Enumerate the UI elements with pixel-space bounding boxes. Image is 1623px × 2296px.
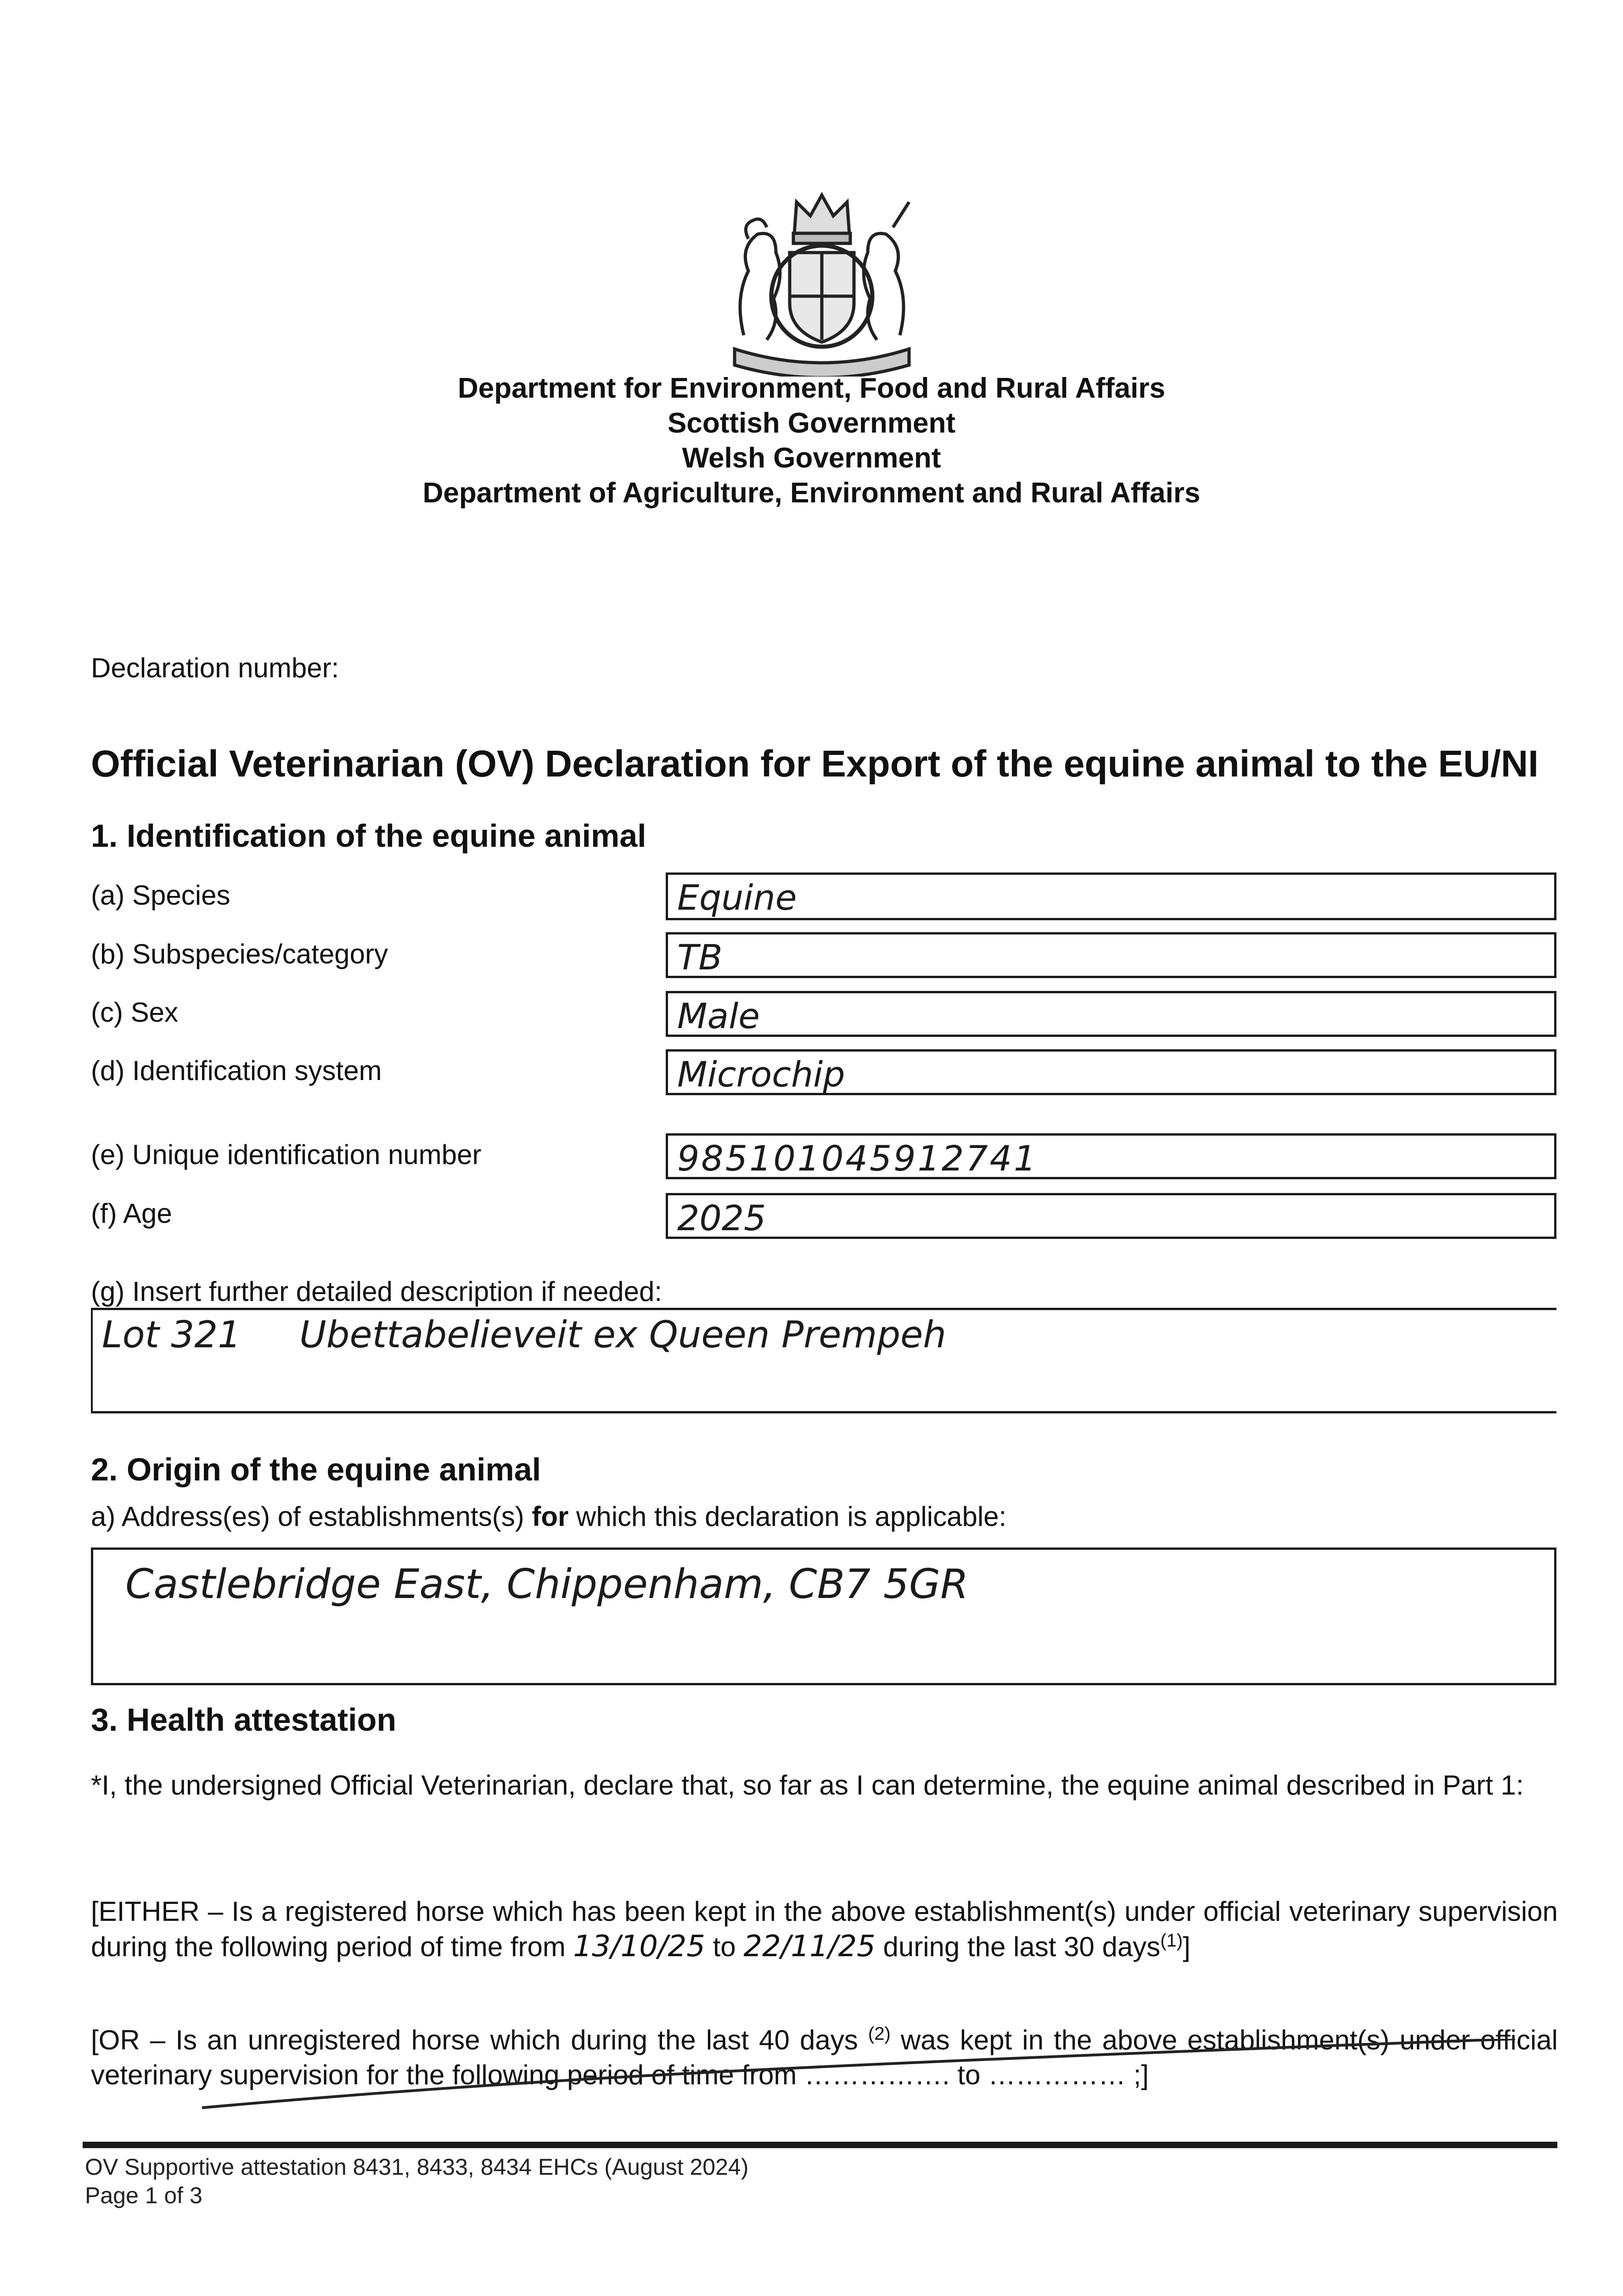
unique-id-field[interactable]: 985101045912741	[666, 1133, 1556, 1179]
department-line-1: Department for Environment, Food and Rural Affairs	[458, 372, 1165, 404]
section-2-heading: 2. Origin of the equine animal	[91, 1452, 541, 1487]
department-line-2: Scottish Government	[668, 407, 955, 439]
or-footnote-ref: (2)	[868, 2024, 891, 2044]
age-label: (f) Age	[91, 1198, 172, 1229]
further-description-box[interactable]	[91, 1308, 1556, 1413]
section-1-heading: 1. Identification of the equine animal	[91, 818, 646, 854]
either-clause	[91, 1894, 1558, 1964]
health-attestation-intro: *I, the undersigned Official Veterinarian, declare that, so far as I can determine, the equine animal described in Part 1:	[91, 1770, 1524, 1801]
department-line-3: Welsh Government	[682, 442, 941, 474]
origin-address-label-end: which this declaration is applicable:	[576, 1501, 1007, 1532]
identification-system-field[interactable]: Microchip	[666, 1049, 1556, 1095]
origin-address-value: Castlebridge East, Chippenham, CB7 5GR	[125, 1560, 969, 1608]
subspecies-field[interactable]: TB	[666, 932, 1556, 978]
section-3-heading: 3. Health attestation	[91, 1702, 397, 1738]
further-description-value: Lot 321 Ubettabelieveit ex Queen Prempeh	[102, 1313, 946, 1356]
footer-page-number: Page 1 of 3	[85, 2183, 202, 2208]
or-clause-strikethrough	[184, 2039, 1515, 2117]
origin-address-label-bold: for	[532, 1501, 569, 1532]
origin-address-box[interactable]	[91, 1548, 1556, 1685]
species-field[interactable]: Equine	[666, 872, 1556, 920]
subspecies-label: (b) Subspecies/category	[91, 939, 388, 969]
sex-field[interactable]: Male	[666, 991, 1556, 1037]
or-text-end: was kept in the above establishment(s) under official veterinary supervision for the following period of time from ……………. to …………… ;]	[91, 2025, 1558, 2090]
sex-label: (c) Sex	[91, 997, 179, 1028]
royal-coat-of-arms-icon	[716, 184, 927, 377]
either-from-date[interactable]: 13/10/25	[573, 1930, 705, 1964]
department-line-4: Department of Agriculture, Environment and Rural Affairs	[422, 477, 1201, 509]
either-to-date[interactable]: 22/11/25	[743, 1930, 876, 1964]
species-label: (a) Species	[91, 880, 230, 911]
either-text-end: during the last 30 days	[883, 1931, 1161, 1962]
or-text-start: [OR – Is an unregistered horse which during the last 40 days	[91, 2025, 858, 2055]
identification-system-label: (d) Identification system	[91, 1055, 382, 1086]
age-field[interactable]: 2025	[666, 1193, 1556, 1239]
either-text-start: [EITHER – Is a registered horse which has been kept in the above establishment(s) under official veterinary supervision during the following period of time from	[91, 1896, 1558, 1962]
footer-document-reference: OV Supportive attestation 8431, 8433, 8434 EHCs (August 2024)	[85, 2154, 749, 2180]
unique-id-label: (e) Unique identification number	[91, 1139, 482, 1170]
declaration-number-label: Declaration number:	[91, 653, 339, 683]
origin-address-label-start: a) Address(es) of establishments(s)	[91, 1501, 524, 1532]
footer-rule	[83, 2142, 1557, 2148]
either-to-word: to	[713, 1931, 736, 1962]
either-close-bracket: ]	[1183, 1931, 1191, 1962]
either-footnote-ref: (1)	[1160, 1930, 1183, 1951]
further-description-label: (g) Insert further detailed description if needed:	[91, 1276, 663, 1307]
page-title: Official Veterinarian (OV) Declaration for Export of the equine animal to the EU/NI	[91, 743, 1539, 785]
origin-address-label	[91, 1501, 1006, 1533]
